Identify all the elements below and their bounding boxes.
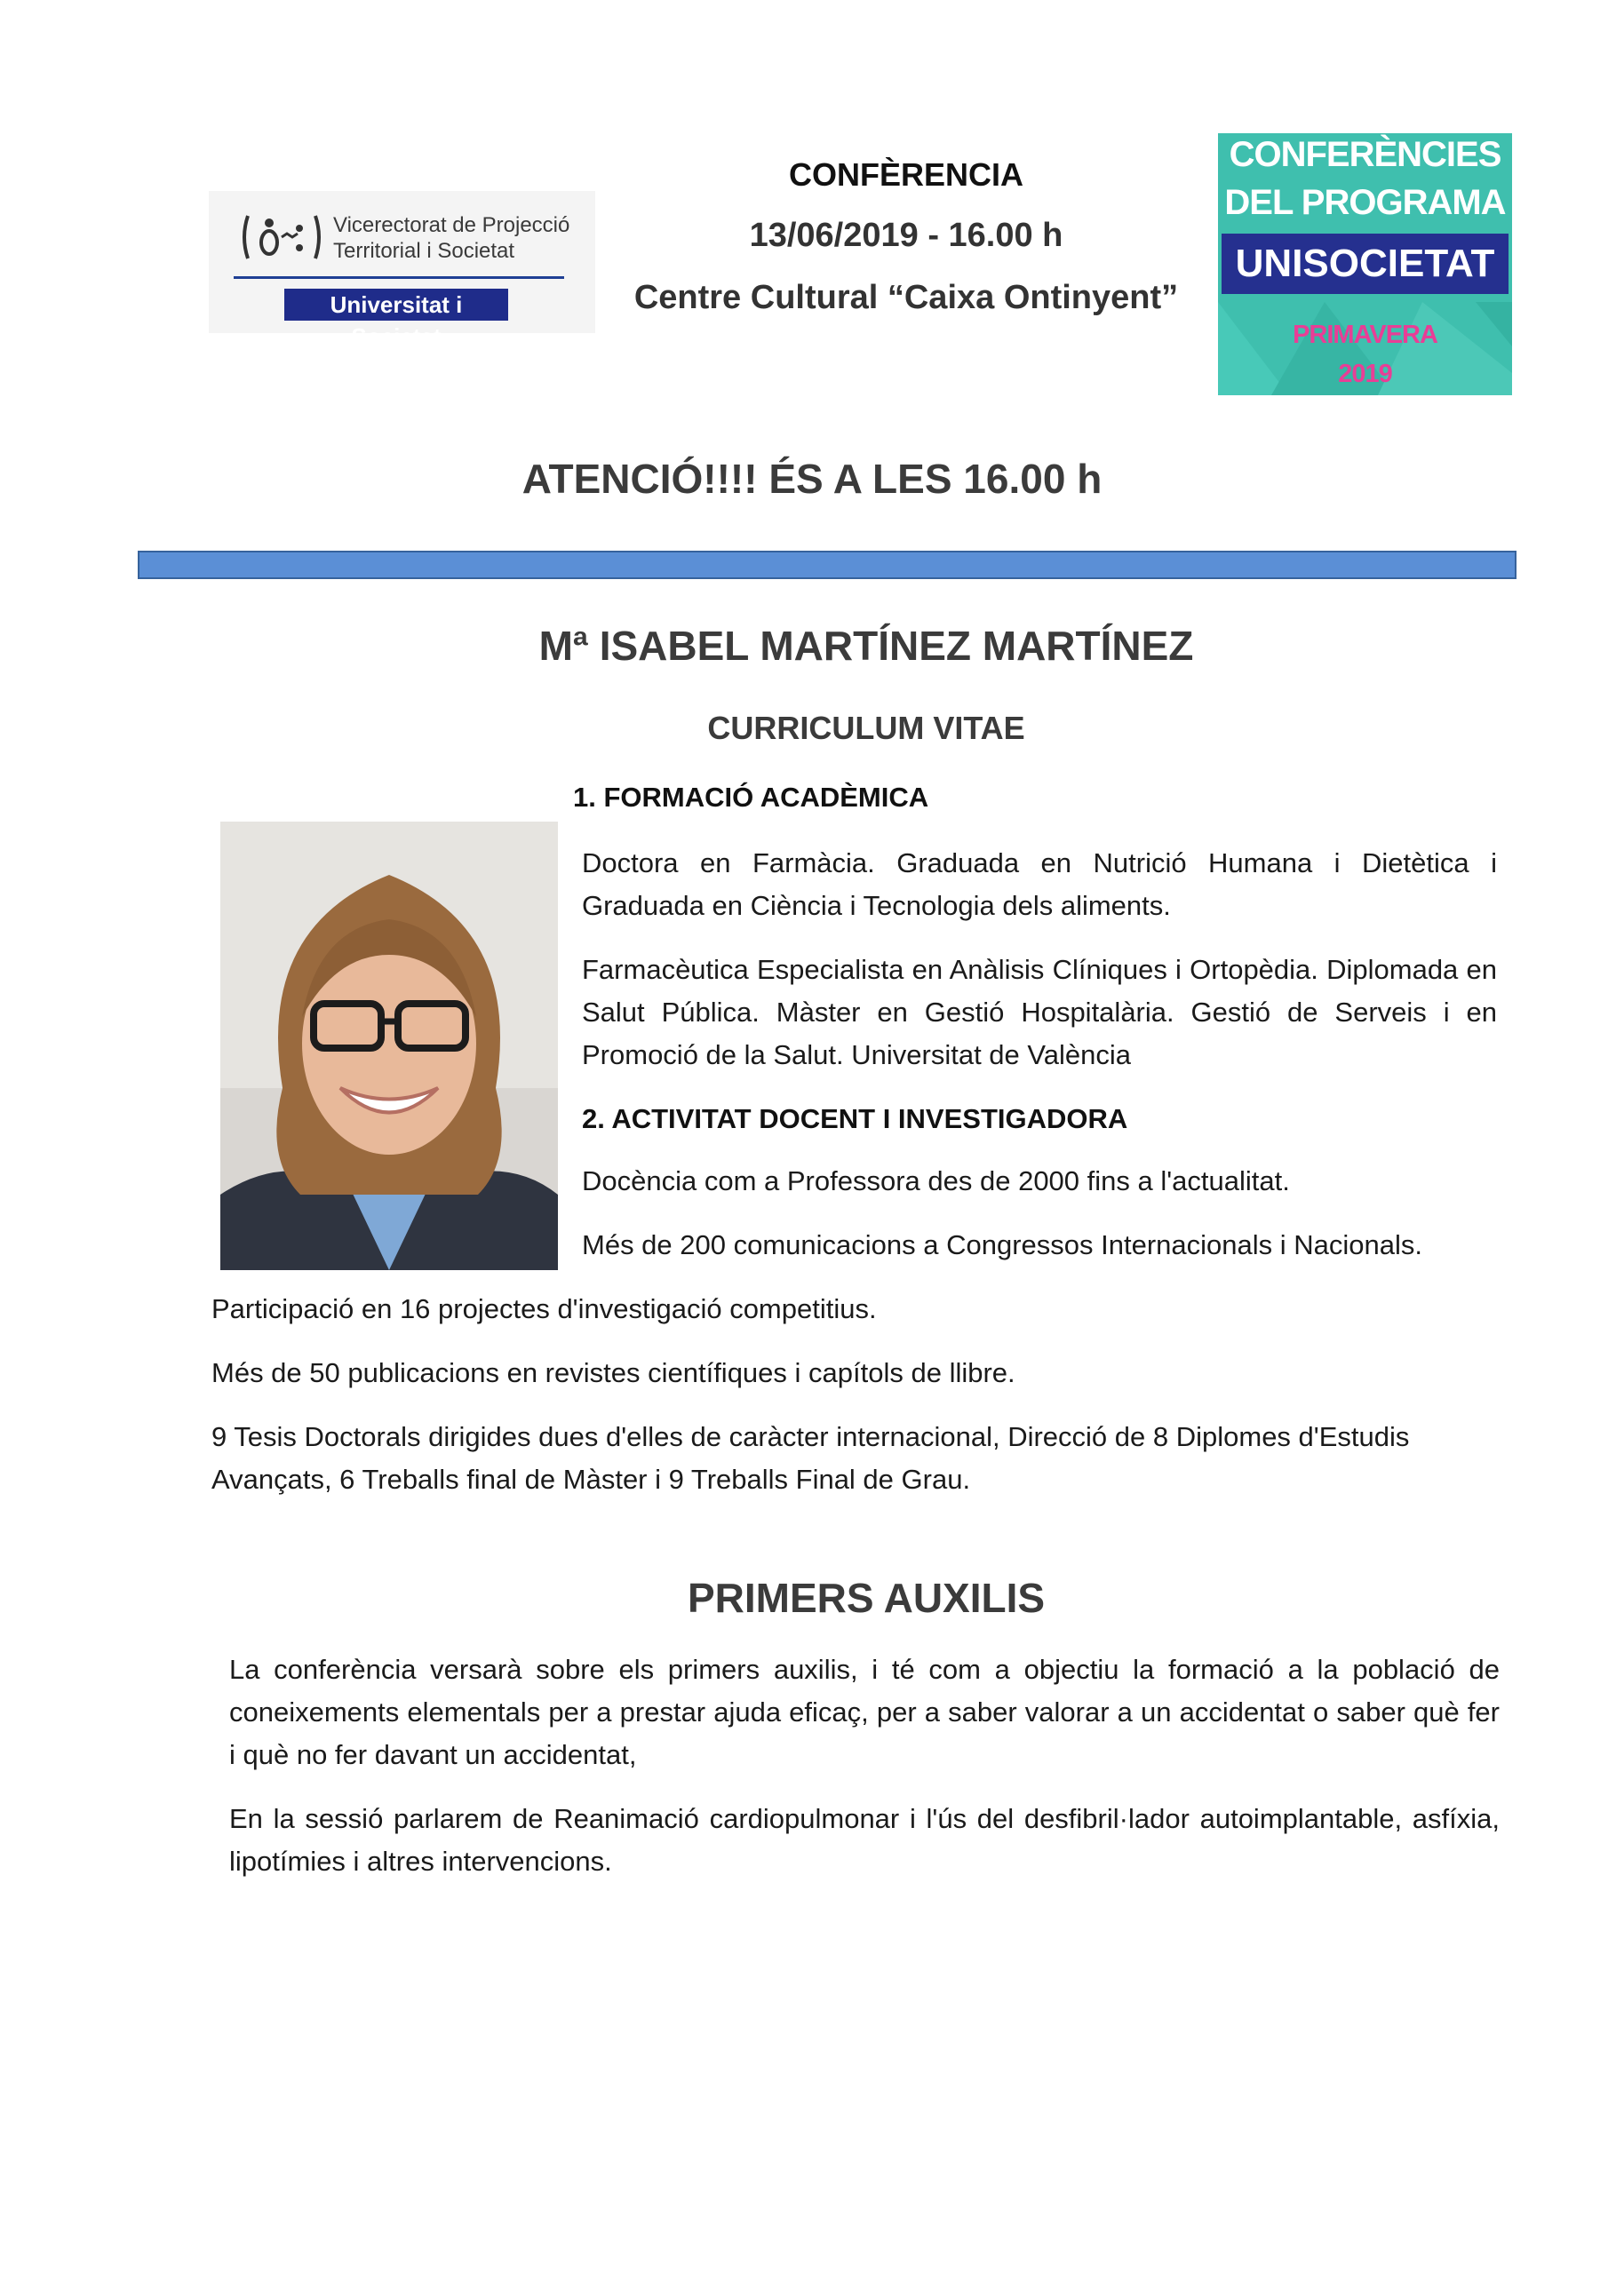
cv-title: CURRICULUM VITAE [707,710,1025,746]
section-heading-education: 1. FORMACIÓ ACADÈMICA [573,782,929,813]
badge-program-name: UNISOCIETAT [1222,234,1509,294]
activity-paragraph: Més de 50 publicacions en revistes científiques i capítols de llibre. [211,1357,1015,1388]
speaker-photo [220,822,558,1270]
activity-paragraph: 9 Tesis Doctorals dirigides dues d'elles de caràcter internacional, Direcció de 8 Diplomes d'Estudis Avançats, 6 Treballs final de Màster i 9 Treballs Final de Grau. [211,1421,1410,1495]
activity-paragraph: Participació en 16 projectes d'investigació competitius. [211,1293,877,1324]
logo-text-line2: Territorial i Societat [333,239,515,263]
section-heading-teaching-research: 2. ACTIVITAT DOCENT I INVESTIGADORA [582,1103,1128,1134]
event-venue: Centre Cultural “Caixa Ontinyent” [633,279,1179,316]
badge-year: 2019 [1338,360,1392,388]
badge-season: PRIMAVERA [1293,321,1437,349]
logo-banner: Universitat i Societat [284,289,508,321]
attention-notice: ATENCIÓ!!!! ÉS A LES 16.00 h [521,456,1103,502]
topic-title: PRIMERS AUXILIS [687,1575,1046,1621]
topic-paragraph: En la sessió parlarem de Reanimació cardiopulmonar i l'ús del desfibril·lador autoimplantable, asfíxia, lipotímies i altres intervencions. [229,1803,1500,1877]
event-type: CONFÈRENCIA [788,156,1023,193]
program-badge [1218,133,1512,395]
badge-line2: DEL PROGRAMA [1224,183,1506,222]
education-paragraph: Farmacèutica Especialista en Anàlisis Clíniques i Ortopèdia. Diplomada en Salut Pública. Màster en Gestió Hospitalària. Gestió de Serveis i en Promoció de la Salut. Universitat de València [582,954,1497,1070]
topic-paragraph: La conferència versarà sobre els primers auxilis, i té com a objectiu la formació a la població de coneixements elementals per a prestar ajuda eficaç, per a saber valorar a un accidentat o saber què fer i què no fer davant un accidentat, [229,1654,1500,1770]
activity-paragraph: Més de 200 comunicacions a Congressos Internacionals i Nacionals. [582,1229,1422,1260]
section-divider [138,551,1517,579]
event-date: 13/06/2019 - 16.00 h [749,217,1063,254]
logo-divider [234,276,564,279]
logo-emblem-icon [237,211,326,264]
university-logo [209,191,595,350]
logo-text-line1: Vicerectorat de Projecció [333,213,570,237]
speaker-name: Mª ISABEL MARTÍNEZ MARTÍNEZ [538,623,1194,669]
activity-paragraph: Docència com a Professora des de 2000 fins a l'actualitat. [582,1165,1290,1196]
education-paragraph: Doctora en Farmàcia. Graduada en Nutrició Humana i Dietètica i Graduada en Ciència i Tecnologia dels aliments. [582,847,1497,921]
badge-line1: CONFERÈNCIES [1229,135,1501,174]
